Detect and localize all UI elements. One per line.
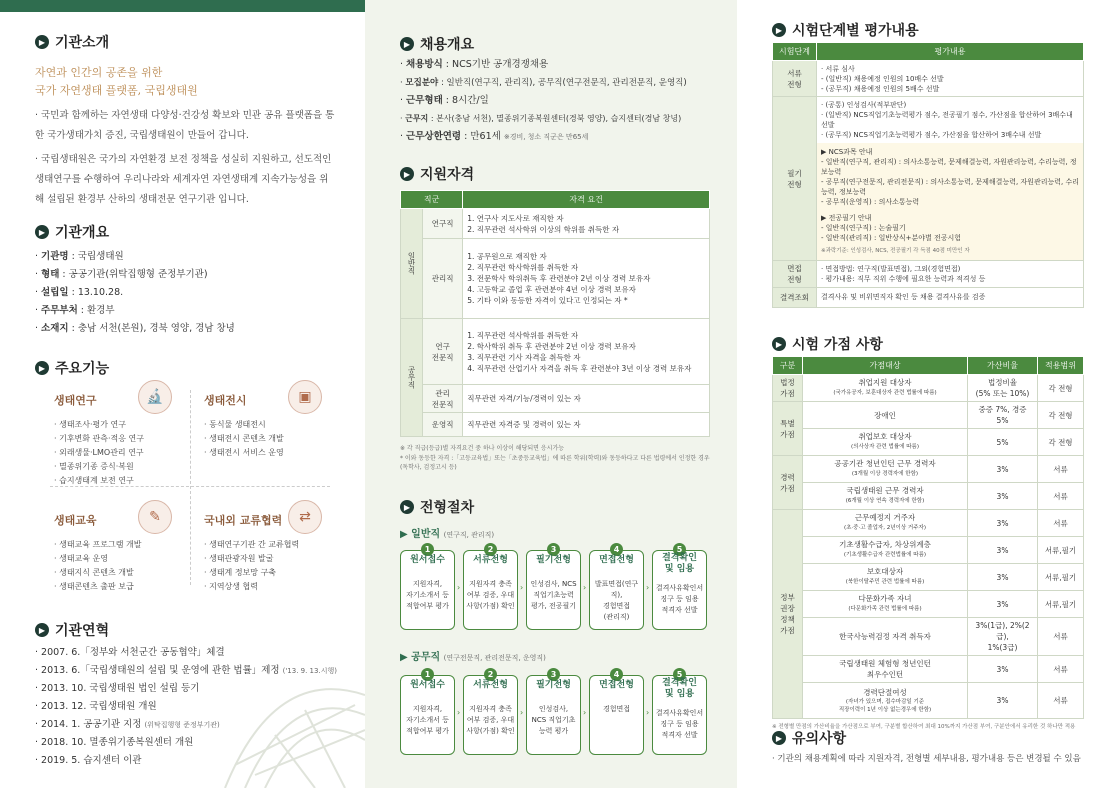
qual-note-2: * 이와 동등한 자격 :「고등교육법」또는「초중등교육법」에 따른 학위(학력)와 동등하다고 다른 법령에서 인정한 경우 (독학사, 검정고시 등) bbox=[400, 455, 710, 471]
recruit-item: · 모집분야 : 일반직(연구직, 관리직), 공무직(연구전문직, 관리전문직, 운영직) bbox=[400, 78, 687, 88]
function-item: · 지역상생 협력 bbox=[204, 582, 259, 591]
function-name: 생태연구 bbox=[54, 394, 97, 407]
bonus-scope: 서류,필기 bbox=[1038, 591, 1084, 618]
process-step: 5 결격확인 및 임용 결격사유확인서 징구 등 임용 적격자 선발 bbox=[652, 668, 707, 756]
qual-heading bbox=[400, 164, 474, 184]
history-item: · 2019. 5. 습지센터 이관 bbox=[35, 755, 142, 766]
bonus-note: ※ 전형별 만점의 가산비율을 가산점으로 부여, 구분별 합산하여 최대 10%까지 가산점 부여, 구분안에서 유리한 것 하나만 적용 bbox=[772, 724, 1076, 730]
function-item: · 동식물 생태전시 bbox=[204, 420, 266, 429]
function-item: · 생태지식 콘텐츠 개발 bbox=[54, 568, 134, 577]
bonus-target: 기초생활수급자, 차상위계층 (기초생활수급자 관련법률에 따름) bbox=[803, 537, 968, 564]
bonus-target: 취업지원 대상자 (국가유공자, 보훈대상자 관련 법률에 따름) bbox=[803, 375, 968, 402]
recruit-title: 채용개요 bbox=[420, 37, 475, 53]
qual-sub: 연구 전문직 bbox=[423, 319, 463, 385]
arrow-right-icon: › bbox=[457, 583, 461, 592]
exchange-icon: ⇄ bbox=[288, 500, 322, 534]
function-research bbox=[40, 380, 190, 488]
overview-item: · 주무부처 : 환경부 bbox=[35, 305, 115, 316]
history-item: · 2013. 10. 국립생태원 법인 설립 등기 bbox=[35, 683, 200, 694]
table-row bbox=[773, 564, 1084, 591]
bonus-target: 경력단절여성 (자녀가 있으며, 접수마감일 기준 직장이력이 1년 이상 없는경우에 한함) bbox=[803, 683, 968, 719]
bonus-rate: 3% bbox=[968, 510, 1038, 537]
table-row bbox=[773, 261, 1084, 288]
overview-heading bbox=[35, 222, 109, 242]
function-item: · 생태연구기관 간 교류협력 bbox=[204, 540, 300, 549]
panel-middle bbox=[365, 0, 737, 788]
history-heading bbox=[35, 620, 109, 640]
overview-item: · 소재지 : 충남 서천(본원), 경북 영양, 경남 창녕 bbox=[35, 323, 235, 334]
caution-text: · 기관의 채용계획에 따라 지원자격, 전형별 세부내용, 평가내용 등은 변경될 수 있음 bbox=[772, 754, 1081, 764]
bonus-scope: 서류 bbox=[1038, 510, 1084, 537]
bonus-rate: 3% bbox=[968, 683, 1038, 719]
function-item: · 외래생물·LMO관리 연구 bbox=[54, 448, 144, 457]
eval-stage: 서류 전형 bbox=[773, 61, 817, 97]
recruit-item: · 근무형태 : 8시간/일 bbox=[400, 95, 489, 106]
table-row bbox=[773, 97, 1084, 261]
bonus-target: 한국사능력검정 자격 취득자 bbox=[803, 618, 968, 656]
process-heading bbox=[400, 497, 474, 517]
recruit-item: · 채용방식 : NCS기반 공개경쟁채용 bbox=[400, 59, 549, 70]
arrow-bullet-icon: ▶ bbox=[35, 225, 49, 239]
qual-req: 직무관련 자격증 및 경력이 있는 자 bbox=[463, 413, 710, 437]
arrow-bullet-icon: ▶ bbox=[35, 35, 49, 49]
overview-item: · 기관명 : 국립생태원 bbox=[35, 251, 124, 262]
about-subtitle-1: 자연과 인간의 공존을 위한 bbox=[35, 66, 163, 79]
bonus-rate: 3% bbox=[968, 591, 1038, 618]
history-item: · 2007. 6.「정부와 서천군간 공동협약」체결 bbox=[35, 647, 225, 658]
arrow-bullet-icon: ▶ bbox=[772, 731, 786, 745]
pencil-icon: ✎ bbox=[138, 500, 172, 534]
arrow-bullet-icon: ▶ bbox=[400, 500, 414, 514]
about-paragraph-1: · 국민과 함께하는 자연생태 다양성·건강성 확보와 민관 공유 플랫폼을 통한 국가생태가치 증진, 국립생태원이 만들어 갑니다. bbox=[35, 110, 335, 141]
bonus-target: 취업보호 대상자 (의사상자 관련 법률에 따름) bbox=[803, 429, 968, 456]
function-item: · 습지생태계 보전 연구 bbox=[54, 476, 134, 485]
bonus-scope: 서류 bbox=[1038, 483, 1084, 510]
bonus-scope: 서류 bbox=[1038, 683, 1084, 719]
panel-right bbox=[737, 0, 1109, 788]
arrow-right-icon: › bbox=[583, 708, 587, 717]
table-row bbox=[401, 319, 710, 385]
function-item: · 생태조사·평가 연구 bbox=[54, 420, 127, 429]
process-public-label: ▶ 공무직 (연구전문직, 관리전문직, 운영직) bbox=[400, 652, 546, 663]
overview-item: · 형태 : 공공기관(위탁집행형 준정부기관) bbox=[35, 269, 208, 280]
bonus-rate: 3% bbox=[968, 656, 1038, 683]
bonus-scope: 서류 bbox=[1038, 618, 1084, 656]
qual-req: 1. 직무관련 석사학위를 취득한 자 2. 학사학위 취득 후 관련분야 2년 이상 경력 보유자 3. 직무관련 기사 자격을 취득한 자 4. 직무관련 산업기사 자격을 취득 후 관련분야 3년 이상 경력 보유자 bbox=[463, 319, 710, 385]
exhibit-icon: ▣ bbox=[288, 380, 322, 414]
process-general-label: ▶ 일반직 (연구직, 관리직) bbox=[400, 529, 495, 540]
recruit-list bbox=[400, 56, 730, 146]
function-name: 생태교육 bbox=[54, 514, 97, 527]
arrow-right-icon: › bbox=[457, 708, 461, 717]
process-step: 3 필기전형 인성검사, NCS 직업기초능력 평가, 전공필기 bbox=[526, 543, 581, 631]
eval-table-wrap bbox=[772, 42, 1084, 308]
recruit-item: · 근무지 : 본사(충남 서천), 멸종위기종복원센터(경북 영양), 습지센터(경남 창녕) bbox=[400, 114, 682, 123]
process-step: 2 서류전형 지원자격 충족 여부 검증, 우대 사항(가점) 확인 bbox=[463, 543, 518, 631]
qual-sub: 운영직 bbox=[423, 413, 463, 437]
process-step: 3 필기전형 인성검사, NCS 직업기초 능력 평가 bbox=[526, 668, 581, 756]
function-item: · 생태계 정보망 구축 bbox=[204, 568, 277, 577]
about-title: 기관소개 bbox=[55, 35, 110, 51]
microscope-icon: 🔬 bbox=[138, 380, 172, 414]
bonus-target: 근무예정지 거주자 (초·중·고 졸업자, 2년이상 거주자) bbox=[803, 510, 968, 537]
function-name: 생태전시 bbox=[204, 394, 247, 407]
about-subtitle-2: 국가 자연생태 플랫폼, 국립생태원 bbox=[35, 84, 198, 97]
building-dome-illustration bbox=[215, 655, 365, 788]
eval-table bbox=[772, 42, 1084, 308]
process-step: 1 원서접수 지원자격, 자기소개서 등 적합여부 평가 bbox=[400, 668, 455, 756]
table-row bbox=[773, 483, 1084, 510]
qual-table-wrap bbox=[400, 190, 710, 472]
arrow-right-icon: › bbox=[520, 583, 524, 592]
history-item: · 2018. 10. 멸종위기종복원센터 개원 bbox=[35, 737, 194, 748]
arrow-bullet-icon: ▶ bbox=[400, 167, 414, 181]
qual-sub: 연구직 bbox=[423, 209, 463, 239]
bonus-rate: 중증 7%, 경증 5% bbox=[968, 402, 1038, 429]
bonus-scope: 서류,필기 bbox=[1038, 537, 1084, 564]
qual-title: 지원자격 bbox=[420, 167, 475, 183]
bonus-rate: 3% bbox=[968, 483, 1038, 510]
bonus-table-wrap bbox=[772, 356, 1084, 731]
qual-col-header: 자격 요건 bbox=[463, 191, 710, 209]
qual-col-header: 직군 bbox=[401, 191, 463, 209]
function-item: · 생태전시 서비스 운영 bbox=[204, 448, 284, 457]
overview-list bbox=[35, 248, 235, 338]
qual-req: 1. 공무원으로 재직한 자 2. 직무관련 학사학위를 취득한 자 3. 전문학사 학위취득 후 관련분야 2년 이상 경력 보유자 4. 고등학교 졸업 후 관련분야 4년 이상 경력 보유자 5. 기타 이와 동등한 자격이 있다고 인정되는 자 * bbox=[463, 239, 710, 319]
recruit-heading bbox=[400, 34, 474, 54]
function-cooperation bbox=[190, 500, 340, 608]
bonus-target: 공공기관 청년인턴 근무 경력자 (3개월 이상 경력자에 한함) bbox=[803, 456, 968, 483]
qual-sub: 관리직 bbox=[423, 239, 463, 319]
process-step: 2 서류전형 지원자격 충족 여부 검증, 우대 사항(가점) 확인 bbox=[463, 668, 518, 756]
function-item: · 기후변화 관측·적응 연구 bbox=[54, 434, 145, 443]
function-item: · 생태교육 운영 bbox=[54, 554, 109, 563]
history-item: · 2013. 12. 국립생태원 개원 bbox=[35, 701, 157, 712]
bonus-scope: 서류 bbox=[1038, 656, 1084, 683]
panel-left bbox=[0, 0, 365, 788]
process-step: 4 면접전형 경험면접 bbox=[589, 668, 644, 756]
table-row bbox=[773, 591, 1084, 618]
caution-title: 유의사항 bbox=[792, 731, 847, 747]
top-bar bbox=[0, 0, 365, 12]
bonus-rate: 3%(1급), 2%(2급), 1%(3급) bbox=[968, 618, 1038, 656]
table-row bbox=[773, 61, 1084, 97]
qual-req: 직무관련 자격/기능/경력이 있는 자 bbox=[463, 385, 710, 413]
qual-req: 1. 연구사 지도사로 재직한 자 2. 직무관련 석사학위 이상의 학위를 취득한 자 bbox=[463, 209, 710, 239]
functions-grid bbox=[40, 380, 340, 595]
bonus-col-header: 가산비율 bbox=[968, 357, 1038, 375]
bonus-rate: 법정비율 (5% 또는 10%) bbox=[968, 375, 1038, 402]
table-row bbox=[773, 402, 1084, 429]
bonus-col-header: 적용범위 bbox=[1038, 357, 1084, 375]
bonus-col-header: 구분 bbox=[773, 357, 803, 375]
process-step: 4 면접전형 발표면접(연구직), 경험면접 (관리직) bbox=[589, 543, 644, 631]
eval-heading bbox=[772, 20, 919, 40]
bonus-scope: 각 전형 bbox=[1038, 402, 1084, 429]
recruit-item: · 근무상한연령 : 만61세 ※경비, 청소 직군은 만65세 bbox=[400, 131, 589, 142]
arrow-bullet-icon: ▶ bbox=[400, 37, 414, 51]
arrow-bullet-icon: ▶ bbox=[35, 623, 49, 637]
process-step: 5 결격확인 및 임용 결격사유확인서 징구 등 임용 적격자 선발 bbox=[652, 543, 707, 631]
process-public-steps bbox=[400, 668, 710, 758]
function-item: · 생태전시 콘텐츠 개발 bbox=[204, 434, 284, 443]
eval-col-header: 평가내용 bbox=[817, 43, 1084, 61]
bonus-group: 법정 가점 bbox=[773, 375, 803, 402]
eval-content: · (공통) 인성검사(적부판단) · (일반직) NCS직업기초능력평가 점수, 전공필기 점수, 가산점을 합산하여 3배수내 선발 · (공무직) NCS직업기초능력평가 점수, 가산점을 합산하여 3배수내 선발 ▶ NCS과목 안내 - 일반직(연구직, 관리직) : 의사소통능력, 문제해결능력, 자원관리능력, 수리능력, 정보능력 - 공무직(연구전문직, 관리전문직) : 의사소통능력, 문제해결능력, 자원관리능력, 수리능력, 정보능력 - 공무직(운영직) : 의사소통능력 ▶ 전공필기 안내 - 일반직(연구직) : 논술필기 - 일반직(관리직) : 일반상식+분야별 전공시험 ※과락기준: 인성검사, NCS, 전공필기 각 득점 40점 미만인 자 bbox=[817, 97, 1084, 261]
history-title: 기관연혁 bbox=[55, 623, 110, 639]
process-title: 전형절차 bbox=[420, 500, 475, 516]
function-item: · 생태교육 프로그램 개발 bbox=[54, 540, 142, 549]
arrow-right-icon: › bbox=[646, 583, 650, 592]
qual-group: 공무직 bbox=[401, 319, 423, 437]
bonus-target: 장애인 bbox=[803, 402, 968, 429]
bonus-rate: 3% bbox=[968, 537, 1038, 564]
functions-title: 주요기능 bbox=[55, 361, 110, 377]
table-row bbox=[401, 239, 710, 319]
bonus-scope: 서류,필기 bbox=[1038, 564, 1084, 591]
arrow-right-icon: › bbox=[583, 583, 587, 592]
table-row bbox=[773, 429, 1084, 456]
bonus-heading bbox=[772, 334, 883, 354]
bonus-rate: 3% bbox=[968, 456, 1038, 483]
overview-item: · 설립일 : 13.10.28. bbox=[35, 287, 124, 298]
bonus-title: 시험 가점 사항 bbox=[792, 337, 883, 353]
table-row bbox=[773, 618, 1084, 656]
table-row bbox=[773, 683, 1084, 719]
eval-content: 결격사유 및 비위면직자 확인 등 채용 결격사유를 검증 bbox=[817, 288, 1084, 308]
qual-table bbox=[400, 190, 710, 437]
eval-col-header: 시험단계 bbox=[773, 43, 817, 61]
bonus-col-header: 가점대상 bbox=[803, 357, 968, 375]
table-row bbox=[773, 510, 1084, 537]
arrow-bullet-icon: ▶ bbox=[35, 361, 49, 375]
process-general-steps bbox=[400, 543, 710, 633]
bonus-table bbox=[772, 356, 1084, 719]
qual-sub: 관리 전문직 bbox=[423, 385, 463, 413]
about-heading bbox=[35, 32, 109, 52]
table-row bbox=[773, 288, 1084, 308]
table-row bbox=[773, 456, 1084, 483]
bonus-rate: 3% bbox=[968, 564, 1038, 591]
about-subtitle bbox=[35, 64, 198, 100]
table-row bbox=[401, 413, 710, 437]
bonus-group: 특별 가점 bbox=[773, 402, 803, 456]
arrow-right-icon: › bbox=[646, 708, 650, 717]
eval-content: · 면접방법: 연구직(발표면접), 그외(경험면접) · 평가내용: 직무 직위 수행에 필요한 능력과 적격성 등 bbox=[817, 261, 1084, 288]
bonus-scope: 각 전형 bbox=[1038, 429, 1084, 456]
caution-heading bbox=[772, 728, 846, 748]
eval-stage: 결격조회 bbox=[773, 288, 817, 308]
bonus-scope: 각 전형 bbox=[1038, 375, 1084, 402]
bonus-target: 다문화가족 자녀 (다문화가족 관련 법률에 따름) bbox=[803, 591, 968, 618]
table-row bbox=[401, 209, 710, 239]
eval-stage: 면접 전형 bbox=[773, 261, 817, 288]
overview-title: 기관개요 bbox=[55, 225, 110, 241]
table-row bbox=[773, 537, 1084, 564]
history-item: · 2013. 6.「국립생태원의 설립 및 운영에 관한 법률」제정 ('13. 9. 13.시행) bbox=[35, 665, 337, 676]
functions-heading bbox=[35, 358, 109, 378]
bonus-rate: 5% bbox=[968, 429, 1038, 456]
function-name: 국내외 교류협력 bbox=[204, 514, 283, 527]
function-education bbox=[40, 500, 190, 608]
history-item: · 2014. 1. 공공기관 지정 (위탁집행형 준정부기관) bbox=[35, 719, 220, 730]
bonus-target: 보호대상자 (북한이탈주민 관련 법률에 따름) bbox=[803, 564, 968, 591]
table-row bbox=[773, 375, 1084, 402]
bonus-group: 경력 가점 bbox=[773, 456, 803, 510]
bonus-target: 국립생태원 근무 경력자 (6개월 이상 연속 경력자에 한함) bbox=[803, 483, 968, 510]
function-item: · 생태콘텐츠 출판 보급 bbox=[54, 582, 134, 591]
eval-stage: 필기 전형 bbox=[773, 97, 817, 261]
qual-group: 일반직 bbox=[401, 209, 423, 319]
arrow-bullet-icon: ▶ bbox=[772, 23, 786, 37]
bonus-scope: 서류 bbox=[1038, 456, 1084, 483]
function-exhibition bbox=[190, 380, 340, 488]
table-row bbox=[773, 656, 1084, 683]
eval-title: 시험단계별 평가내용 bbox=[792, 23, 919, 39]
bonus-target: 국립생태원 체험형 청년인턴 최우수인턴 bbox=[803, 656, 968, 683]
table-row bbox=[401, 385, 710, 413]
qual-note-1: ※ 각 직급(등급)별 자격요건 중 하나 이상이 해당되면 응시가능 bbox=[400, 445, 565, 452]
bonus-group: 정부 권장 정책 가점 bbox=[773, 510, 803, 719]
function-item: · 멸종위기종 증식·복원 bbox=[54, 462, 134, 471]
arrow-right-icon: › bbox=[520, 708, 524, 717]
about-paragraph-2: · 국립생태원은 국가의 자연환경 보전 정책을 성실히 지원하고, 선도적인 생태연구를 수행하여 우리나라와 세계자연 자연생태계 지속가능성을 위해 설립된 환경부 산하의 생태전문 연구기관 입니다. bbox=[35, 154, 332, 205]
function-item: · 생태관광자원 발굴 bbox=[204, 554, 274, 563]
eval-content: · 서류 심사 - (일반직) 채용예정 인원의 10배수 선발 - (공무직) 채용예정 인원의 5배수 선발 bbox=[817, 61, 1084, 97]
process-step: 1 원서접수 지원자격, 자기소개서 등 적합여부 평가 bbox=[400, 543, 455, 631]
arrow-bullet-icon: ▶ bbox=[772, 337, 786, 351]
